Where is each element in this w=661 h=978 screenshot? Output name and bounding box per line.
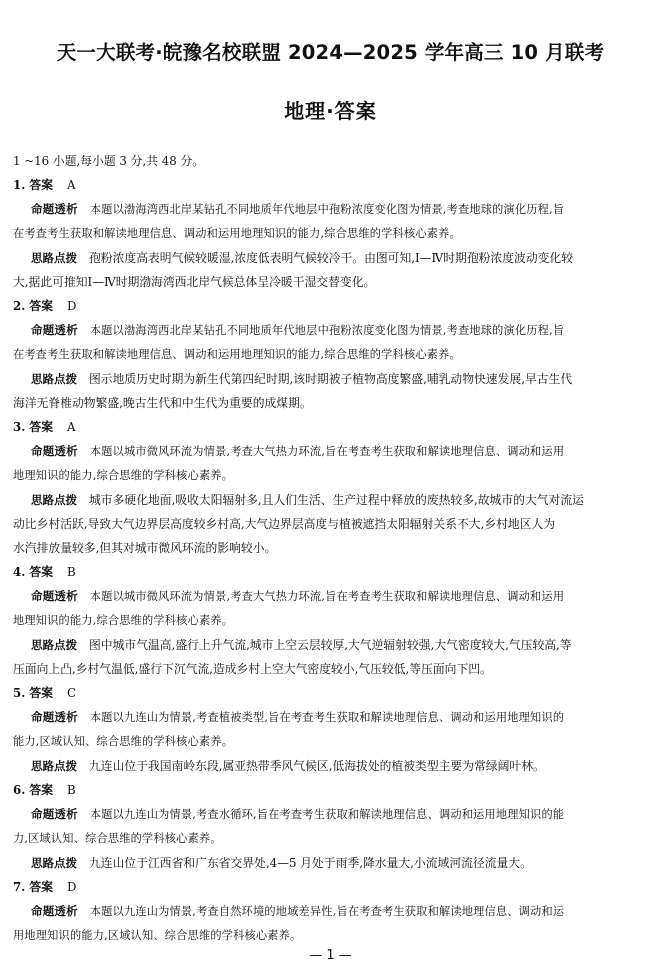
intent-text: 本题以渤海湾西北岸某钻孔不同地质年代地层中孢粉浓度变化图为情景,考查地球的演化历程,旨 bbox=[89, 203, 565, 216]
question-block bbox=[13, 294, 649, 415]
hint-text: 大,据此可推知Ⅰ—Ⅳ时期渤海湾西北岸气候总体呈冷暖干湿交替变化。 bbox=[13, 275, 376, 289]
intent-text: 本题以九连山为情景,考查植被类型,旨在考查考生获取和解读地理信息、调动和运用地理知识的 bbox=[89, 711, 565, 724]
page-number: — 1 — bbox=[309, 948, 352, 963]
intent-paragraph-line bbox=[13, 899, 649, 924]
intent-text: 用地理知识的能力,区域认知、综合思维的学科核心素养。 bbox=[13, 929, 302, 942]
hint-text: 动比乡村活跃,导致大气边界层高度较乡村高,大气边界层高度与植被遮挡太阳辐射关系不大,乡村地区人为 bbox=[13, 517, 556, 531]
question-number: 5. bbox=[13, 686, 26, 700]
question-number: 2. bbox=[13, 299, 26, 313]
intent-text: 地理知识的能力,综合思维的学科核心素养。 bbox=[13, 614, 234, 627]
answer-choice: D bbox=[67, 299, 77, 313]
hint-paragraph-line bbox=[13, 512, 649, 536]
answer-label: 答案 bbox=[25, 178, 54, 192]
question-header bbox=[13, 778, 649, 802]
intent-label: 命题透析 bbox=[31, 202, 78, 216]
answer-choice: D bbox=[67, 880, 77, 894]
intent-paragraph-line bbox=[13, 343, 649, 367]
question-header bbox=[13, 560, 649, 584]
hint-text: 城市多硬化地面,吸收太阳辐射多,且人们生活、生产过程中释放的废热较多,故城市的大气对流运 bbox=[89, 493, 584, 507]
hint-label: 思路点拨 bbox=[31, 638, 77, 652]
hint-text: 九连山位于江西省和广东省交界处,4—5 月处于雨季,降水量大,小流域河流径流量大。 bbox=[89, 856, 532, 870]
intent-label: 命题透析 bbox=[31, 904, 78, 918]
hint-paragraph-line bbox=[13, 270, 649, 294]
intent-paragraph-line bbox=[13, 318, 649, 343]
hint-paragraph-line bbox=[13, 246, 649, 270]
question-header bbox=[13, 415, 649, 439]
intent-text: 力,区域认知、综合思维的学科核心素养。 bbox=[13, 832, 222, 845]
question-block bbox=[13, 875, 649, 948]
answer-label: 答案 bbox=[25, 686, 54, 700]
hint-label: 思路点拨 bbox=[31, 372, 77, 386]
intent-paragraph-line bbox=[13, 705, 649, 730]
intent-paragraph-line bbox=[13, 197, 649, 222]
hint-paragraph-line bbox=[13, 391, 649, 415]
page-title: 天一大联考·皖豫名校联盟 2024—2025 学年高三 10 月联考 bbox=[56, 41, 605, 64]
intent-label: 命题透析 bbox=[31, 807, 78, 821]
scoring-summary: 1 ~16 小题,每小题 3 分,共 48 分。 bbox=[13, 154, 205, 168]
answer-label: 答案 bbox=[25, 783, 54, 797]
intent-text: 本题以城市微风环流为情景,考查大气热力环流,旨在考查考生获取和解读地理信息、调动和运用 bbox=[89, 445, 565, 458]
question-header bbox=[13, 681, 649, 705]
answer-content bbox=[13, 149, 649, 948]
intent-paragraph-line bbox=[13, 584, 649, 609]
intent-text: 本题以城市微风环流为情景,考查大气热力环流,旨在考查考生获取和解读地理信息、调动和运用 bbox=[89, 590, 565, 603]
hint-text: 图中城市气温高,盛行上升气流,城市上空云层较厚,大气逆辐射较强,大气密度较大,气压较高,等 bbox=[89, 638, 572, 652]
question-block bbox=[13, 560, 649, 681]
intent-text: 本题以九连山为情景,考查自然环境的地域差异性,旨在考查考生获取和解读地理信息、调动和运 bbox=[89, 905, 565, 918]
hint-paragraph-line bbox=[13, 754, 649, 778]
question-header bbox=[13, 294, 649, 318]
question-number: 3. bbox=[13, 420, 26, 434]
answer-choice: B bbox=[67, 565, 76, 579]
hint-text: 孢粉浓度高表明气候较暖湿,浓度低表明气候较冷干。由图可知,Ⅰ—Ⅳ时期孢粉浓度波动变化较 bbox=[89, 251, 574, 265]
answer-choice: A bbox=[67, 420, 76, 434]
hint-text: 水汽排放量较多,但其对城市微风环流的影响较小。 bbox=[13, 541, 277, 555]
intent-paragraph-line bbox=[13, 439, 649, 464]
hint-paragraph-line bbox=[13, 536, 649, 560]
intent-paragraph-line bbox=[13, 222, 649, 246]
hint-text: 九连山位于我国南岭东段,属亚热带季风气候区,低海拔处的植被类型主要为常绿阔叶林。 bbox=[89, 759, 545, 773]
answer-choice: B bbox=[67, 783, 76, 797]
hint-label: 思路点拨 bbox=[31, 493, 77, 507]
question-header bbox=[13, 173, 649, 197]
intent-text: 能力,区域认知、综合思维的学科核心素养。 bbox=[13, 735, 234, 748]
question-block bbox=[13, 415, 649, 560]
question-header bbox=[13, 875, 649, 899]
hint-paragraph-line bbox=[13, 488, 649, 512]
answer-choice: C bbox=[67, 686, 77, 700]
question-number: 1. bbox=[13, 178, 26, 192]
hint-text: 压面向上凸,乡村气温低,盛行下沉气流,造成乡村上空大气密度较小,气压较低,等压面向下凹。 bbox=[13, 662, 492, 676]
intent-paragraph-line bbox=[13, 609, 649, 633]
hint-paragraph-line bbox=[13, 851, 649, 875]
answer-label: 答案 bbox=[25, 299, 54, 313]
intent-text: 本题以九连山为情景,考查水循环,旨在考查考生获取和解读地理信息、调动和运用地理知识的能 bbox=[89, 808, 565, 821]
intent-label: 命题透析 bbox=[31, 589, 78, 603]
answer-choice: A bbox=[67, 178, 76, 192]
hint-label: 思路点拨 bbox=[31, 856, 77, 870]
answer-label: 答案 bbox=[25, 565, 54, 579]
question-number: 4. bbox=[13, 565, 26, 579]
intent-text: 在考查考生获取和解读地理信息、调动和运用地理知识的能力,综合思维的学科核心素养。 bbox=[13, 227, 461, 240]
intent-paragraph-line bbox=[13, 827, 649, 851]
hint-text: 图示地质历史时期为新生代第四纪时期,该时期被子植物高度繁盛,哺乳动物快速发展,早古生代 bbox=[89, 372, 573, 386]
question-number: 6. bbox=[13, 783, 26, 797]
hint-paragraph-line bbox=[13, 367, 649, 391]
hint-label: 思路点拨 bbox=[31, 251, 77, 265]
question-block bbox=[13, 778, 649, 875]
intent-label: 命题透析 bbox=[31, 323, 78, 337]
page-subtitle: 地理·答案 bbox=[284, 99, 377, 123]
intent-paragraph-line bbox=[13, 464, 649, 488]
intent-text: 在考查考生获取和解读地理信息、调动和运用地理知识的能力,综合思维的学科核心素养。 bbox=[13, 348, 461, 361]
intent-label: 命题透析 bbox=[31, 710, 78, 724]
question-block bbox=[13, 173, 649, 294]
hint-text: 海洋无脊椎动物繁盛,晚古生代和中生代为重要的成煤期。 bbox=[13, 396, 312, 410]
answer-label: 答案 bbox=[25, 420, 54, 434]
question-number: 7. bbox=[13, 880, 26, 894]
intent-paragraph-line bbox=[13, 802, 649, 827]
intent-paragraph-line bbox=[13, 730, 649, 754]
intent-text: 地理知识的能力,综合思维的学科核心素养。 bbox=[13, 469, 234, 482]
intent-text: 本题以渤海湾西北岸某钻孔不同地质年代地层中孢粉浓度变化图为情景,考查地球的演化历程,旨 bbox=[89, 324, 565, 337]
hint-paragraph-line bbox=[13, 657, 649, 681]
intent-label: 命题透析 bbox=[31, 444, 78, 458]
hint-label: 思路点拨 bbox=[31, 759, 77, 773]
hint-paragraph-line bbox=[13, 633, 649, 657]
question-block bbox=[13, 681, 649, 778]
answer-label: 答案 bbox=[25, 880, 54, 894]
intent-paragraph-line bbox=[13, 924, 649, 948]
